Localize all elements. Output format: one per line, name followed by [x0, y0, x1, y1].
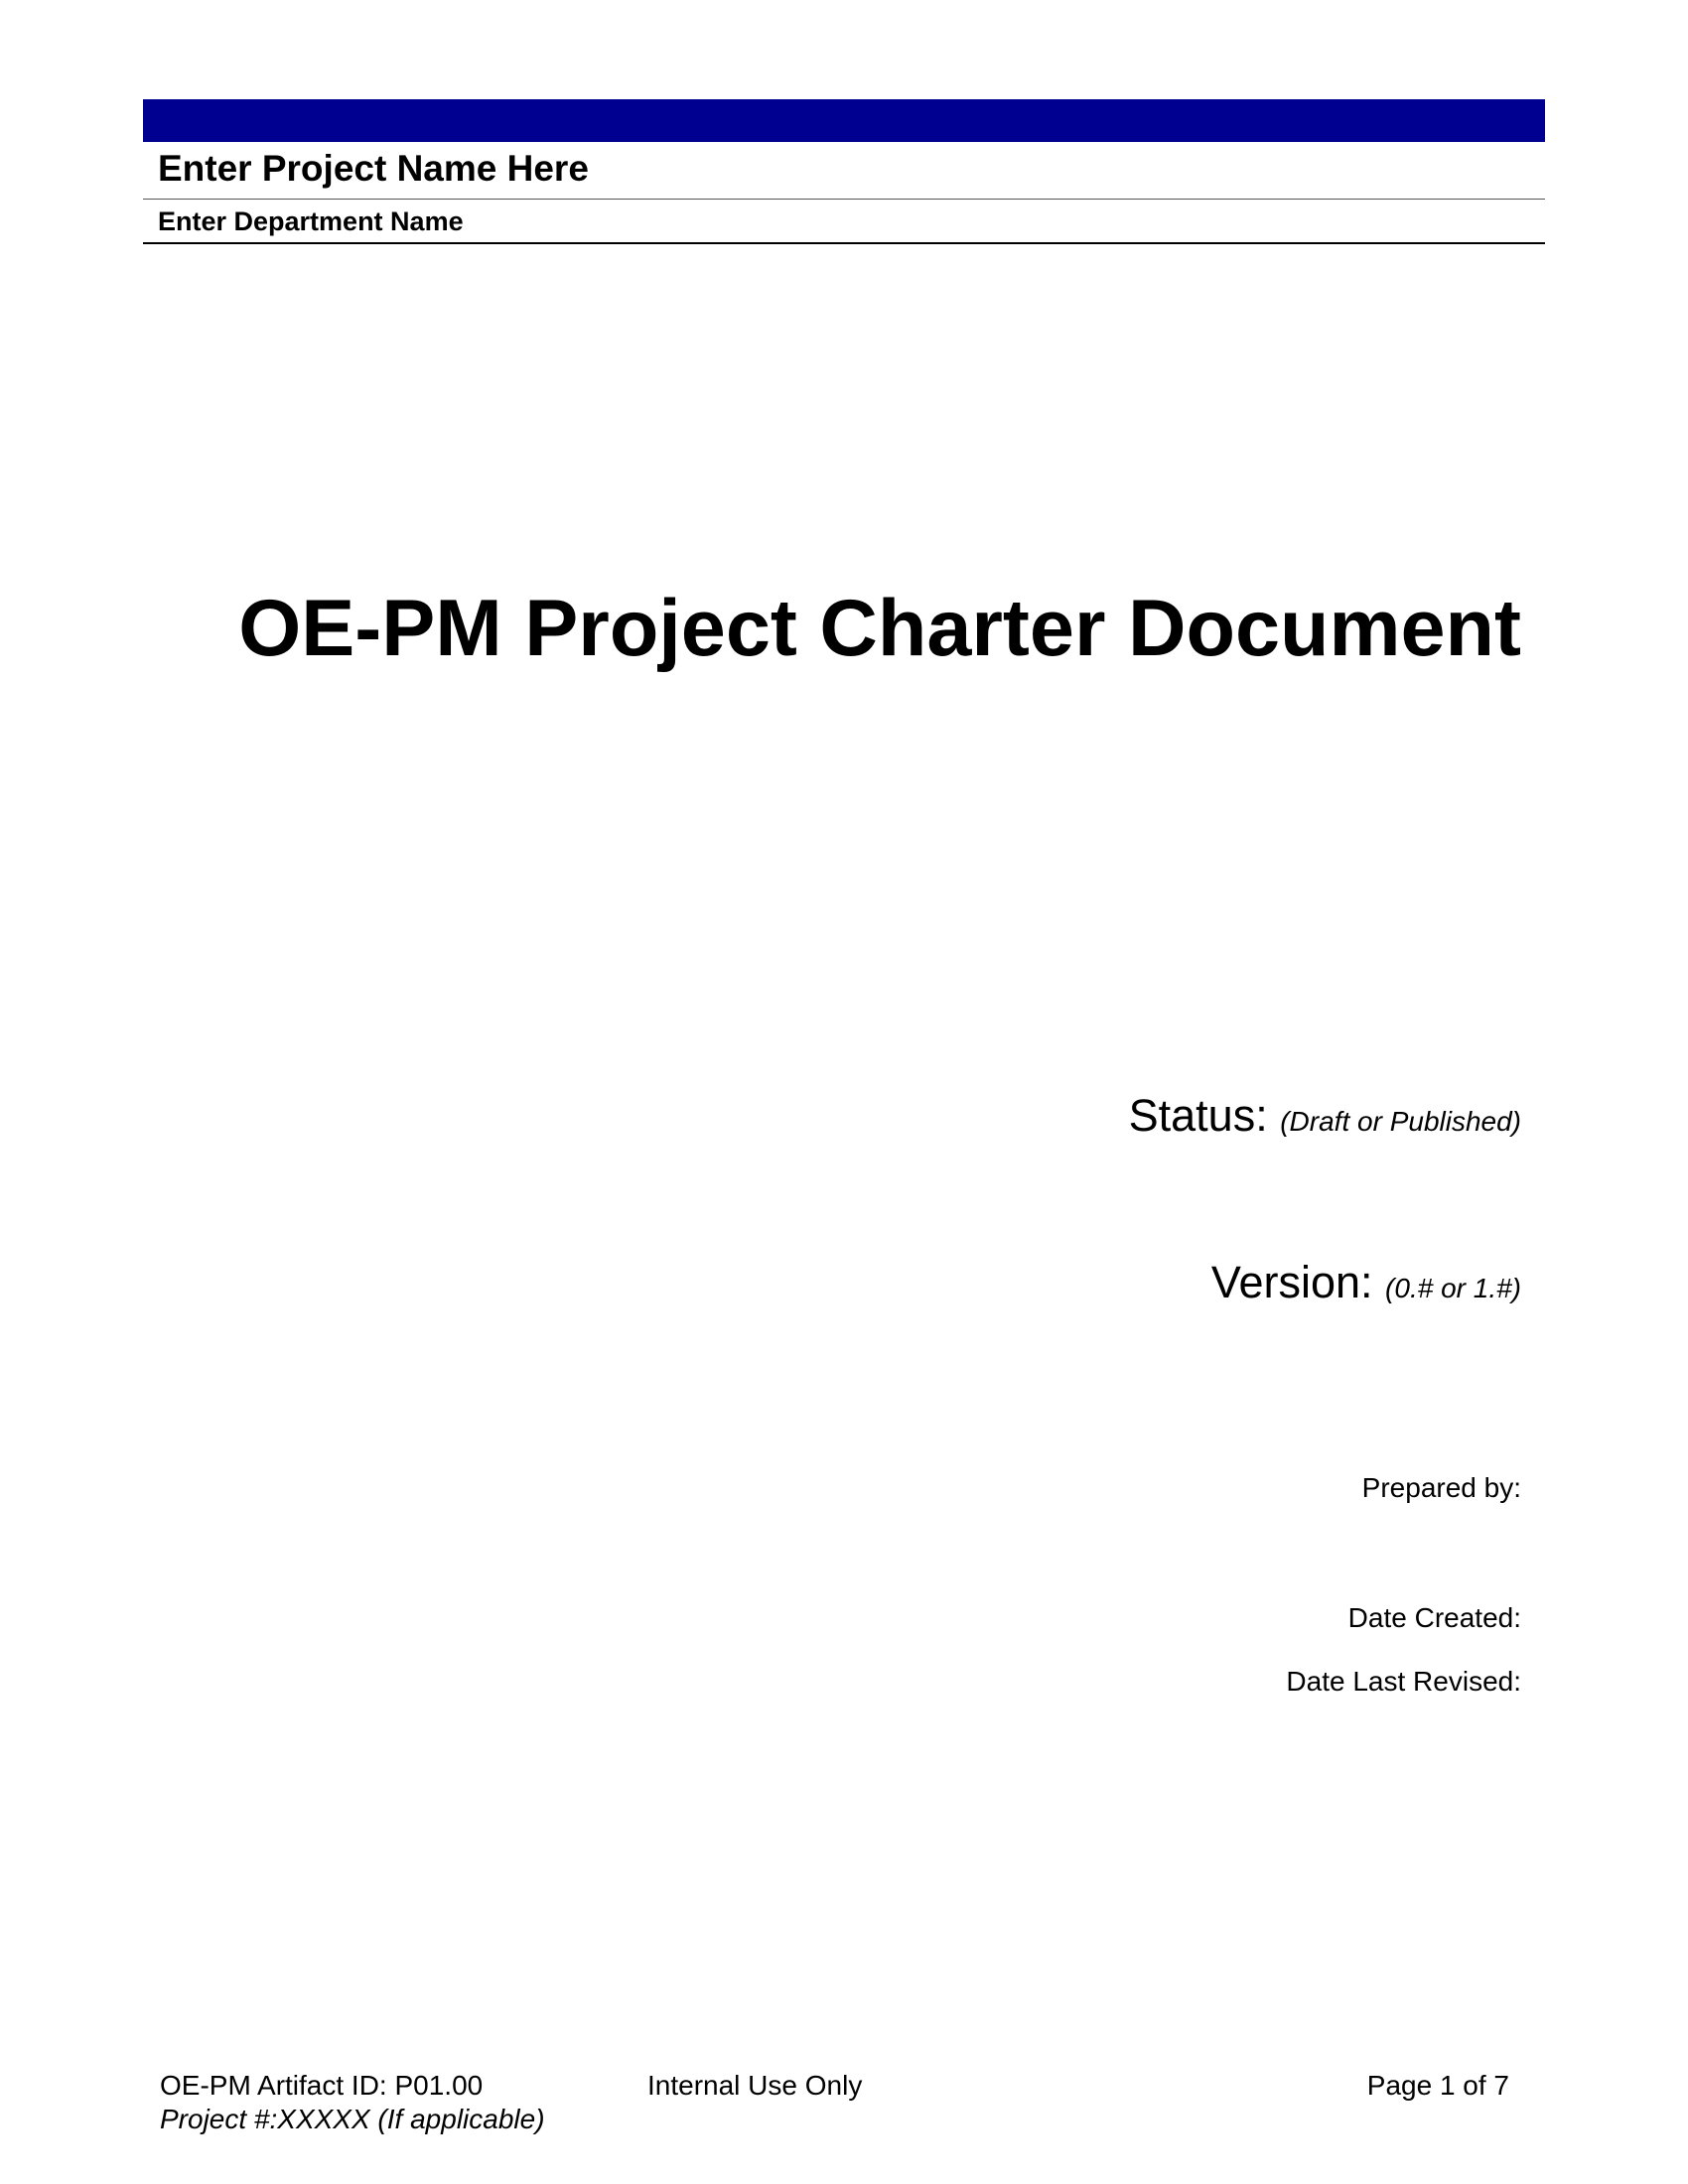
- project-number: Project #:XXXXX (If applicable): [160, 2104, 545, 2134]
- document-title: OE-PM Project Charter Document: [238, 584, 1521, 673]
- status-line: [1129, 1088, 1521, 1150]
- status-hint: (Draft or Published): [1280, 1106, 1521, 1137]
- header-bottom-rule: [143, 242, 1545, 244]
- version-label: Version:: [1210, 1257, 1373, 1307]
- version-hint: (0.# or 1.#): [1385, 1273, 1521, 1303]
- prepared-by-label: Prepared by:: [1361, 1472, 1521, 1503]
- date-created-label: Date Created:: [1347, 1602, 1521, 1633]
- department-name: Enter Department Name: [158, 206, 464, 236]
- date-last-revised-label: Date Last Revised:: [1286, 1666, 1521, 1697]
- header-divider: [143, 199, 1545, 200]
- project-name: Enter Project Name Here: [158, 148, 589, 189]
- footer-identifiers: [160, 2069, 545, 2136]
- header-band: [143, 99, 1545, 142]
- classification-label: Internal Use Only: [647, 2070, 863, 2101]
- version-line: [1211, 1255, 1521, 1316]
- page-number: Page 1 of 7: [1366, 2070, 1509, 2101]
- status-label: Status:: [1128, 1090, 1268, 1141]
- artifact-id: OE-PM Artifact ID: P01.00: [160, 2070, 484, 2101]
